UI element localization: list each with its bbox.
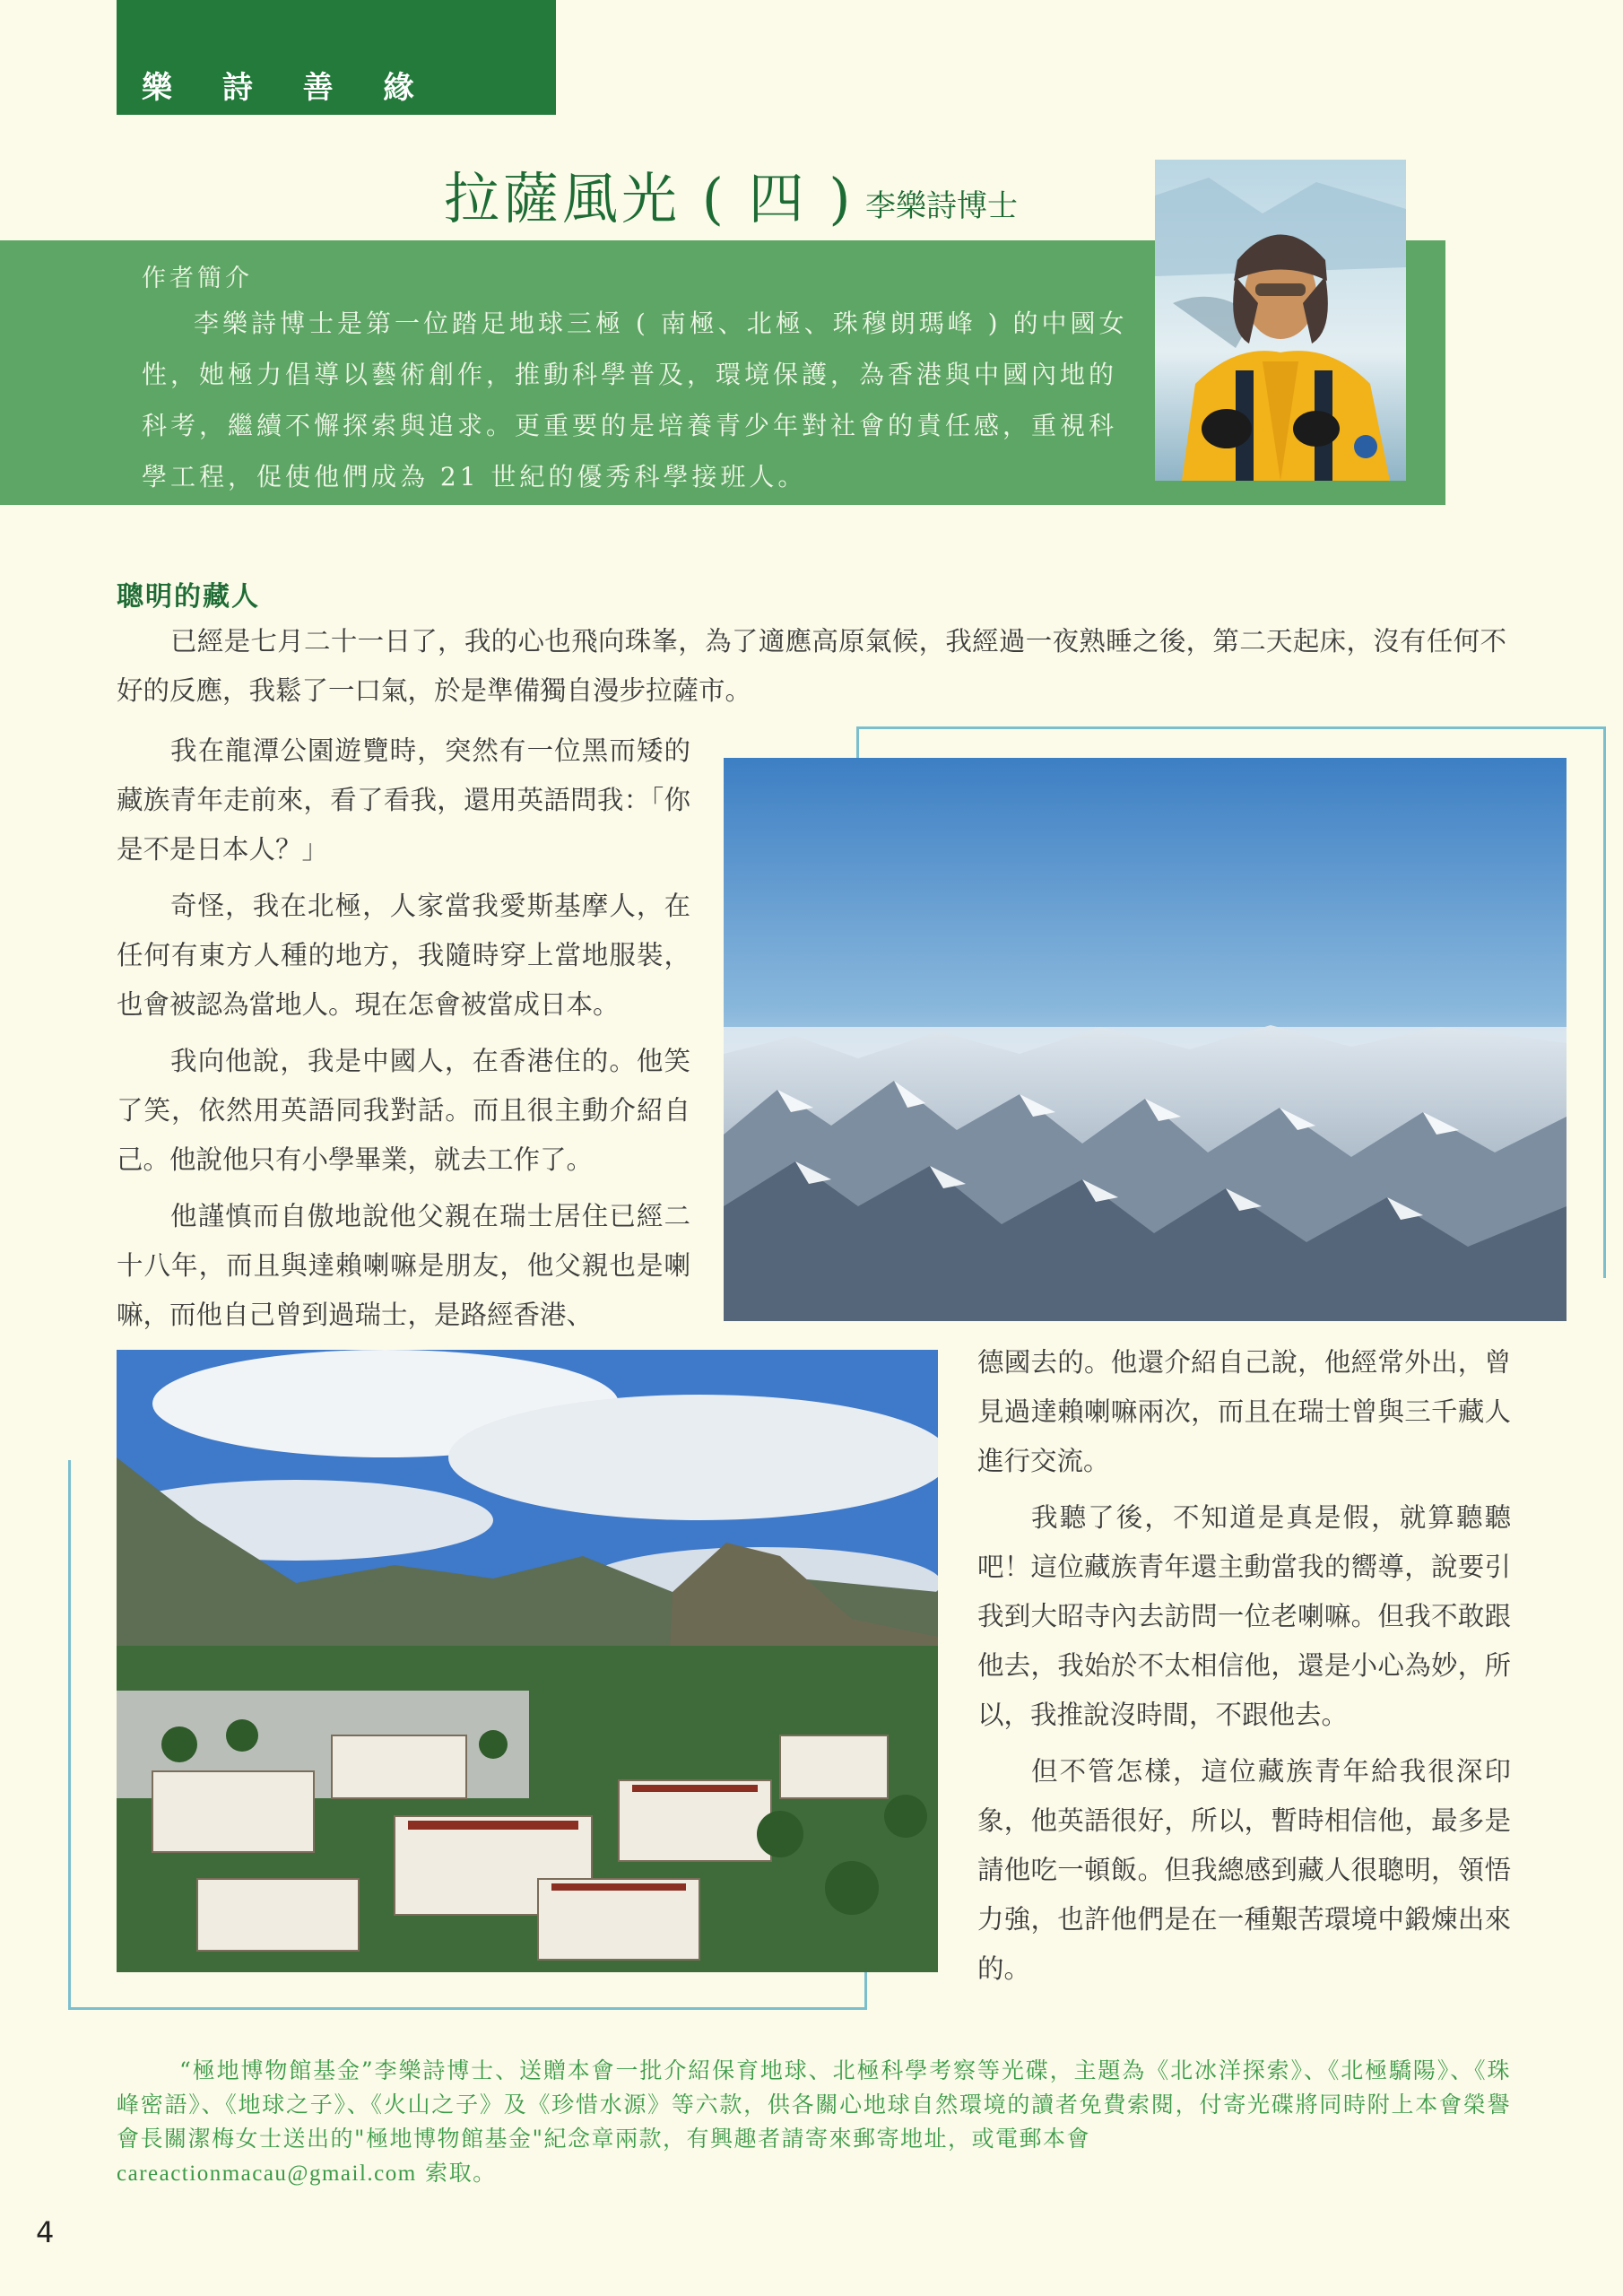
column-name: 樂 詩 善 緣	[142, 70, 434, 106]
author-portrait-image	[1155, 160, 1406, 481]
author-bio: 李樂詩博士是第一位踏足地球三極 ( 南極、北極、珠穆朗瑪峰 ) 的中國女性，她極力倡導以藝術創作，推動科學普及，環境保護，為香港與中國內地的科考，繼續不懈探索與追求。更重要的是培養青少年對社會的責任感，重視科學工程，促使他們成為 21 世紀的優秀科學接班人。	[142, 309, 1128, 491]
body-paragraph: 我聽了後，不知道是真是假，就算聽聽吧！這位藏族青年還主動當我的嚮導，說要引我到大昭寺內去訪問一位老喇嘛。但我不敢跟他去，我始於不太相信他，還是小心為妙，所以，我推說沒時間，不跟他去。	[977, 1502, 1511, 1730]
lhasa-city-photo	[117, 1350, 938, 1972]
right-column	[977, 1338, 1511, 2001]
contact-email-link[interactable]: careactionmacau@gmail.com	[117, 2161, 417, 2186]
body-paragraph: 德國去的。他還介紹自己說，他經常外出，曾見過達賴喇嘛兩次，而且在瑞士曾與三千藏人進行交流。	[977, 1347, 1511, 1476]
section-heading: 聰明的藏人	[117, 581, 260, 613]
article-title: 拉薩風光 ( 四 )	[444, 166, 855, 231]
lhasa-landscape-icon	[117, 1350, 938, 1972]
body-paragraph: 我向他說，我是中國人，在香港住的。他笑了笑，依然用英語同我對話。而且很主動介紹自己。他說他只有小學畢業，就去工作了。	[117, 1046, 690, 1175]
footer-suffix: 索取。	[416, 2160, 497, 2186]
column-tab	[117, 0, 556, 115]
page-number: 4	[36, 2215, 55, 2249]
intro-paragraph: 已經是七月二十一日了，我的心也飛向珠峯，為了適應高原氣候，我經過一夜熟睡之後，第二天起床，沒有任何不好的反應，我鬆了一口氣，於是準備獨自漫步拉薩市。	[117, 626, 1506, 706]
author-portrait-icon	[1155, 160, 1406, 481]
body-paragraph: 我在龍潭公園遊覽時，突然有一位黑而矮的藏族青年走前來，看了看我，還用英語問我：「你是不是日本人？」	[117, 735, 690, 865]
left-column	[117, 726, 690, 1347]
body-paragraph: 奇怪，我在北極，人家當我愛斯基摩人，在任何有東方人種的地方，我隨時穿上當地服裝，也會被認為當地人。現在怎會被當成日本。	[117, 891, 690, 1020]
body-paragraph: 他謹慎而自傲地說他父親在瑞士居住已經二十八年，而且與達賴喇嘛是朋友，他父親也是喇嘛，而他自己曾到過瑞士，是路經香港、	[117, 1201, 690, 1330]
author-heading: 作者簡介	[142, 265, 253, 292]
mountain-aerial-photo	[724, 758, 1567, 1321]
footer-note	[117, 2054, 1511, 2191]
byline: 李樂詩博士	[865, 188, 1018, 224]
footer-note-text: “極地博物館基金”李樂詩博士、送贈本會一批介紹保育地球、北極科學考察等光碟，主題為《北冰洋探索》、《北極驕陽》、《珠峰密語》、《地球之子》、《火山之子》及《珍惜水源》等六款，供各關心地球自然環境的讀者免費索閱，付寄光碟將同時附上本會榮譽會長關潔梅女士送出的"極地博物館基金"紀念章兩款，有興趣者請寄來郵寄地址，或電郵本會	[117, 2057, 1511, 2152]
body-paragraph: 但不管怎樣，這位藏族青年給我很深印象，他英語很好，所以，暫時相信他，最多是請他吃一頓飯。但我總感到藏人很聰明，領悟力強，也許他們是在一種艱苦環境中鍛煉出來的。	[977, 1756, 1511, 1984]
mountains-icon	[724, 758, 1567, 1321]
